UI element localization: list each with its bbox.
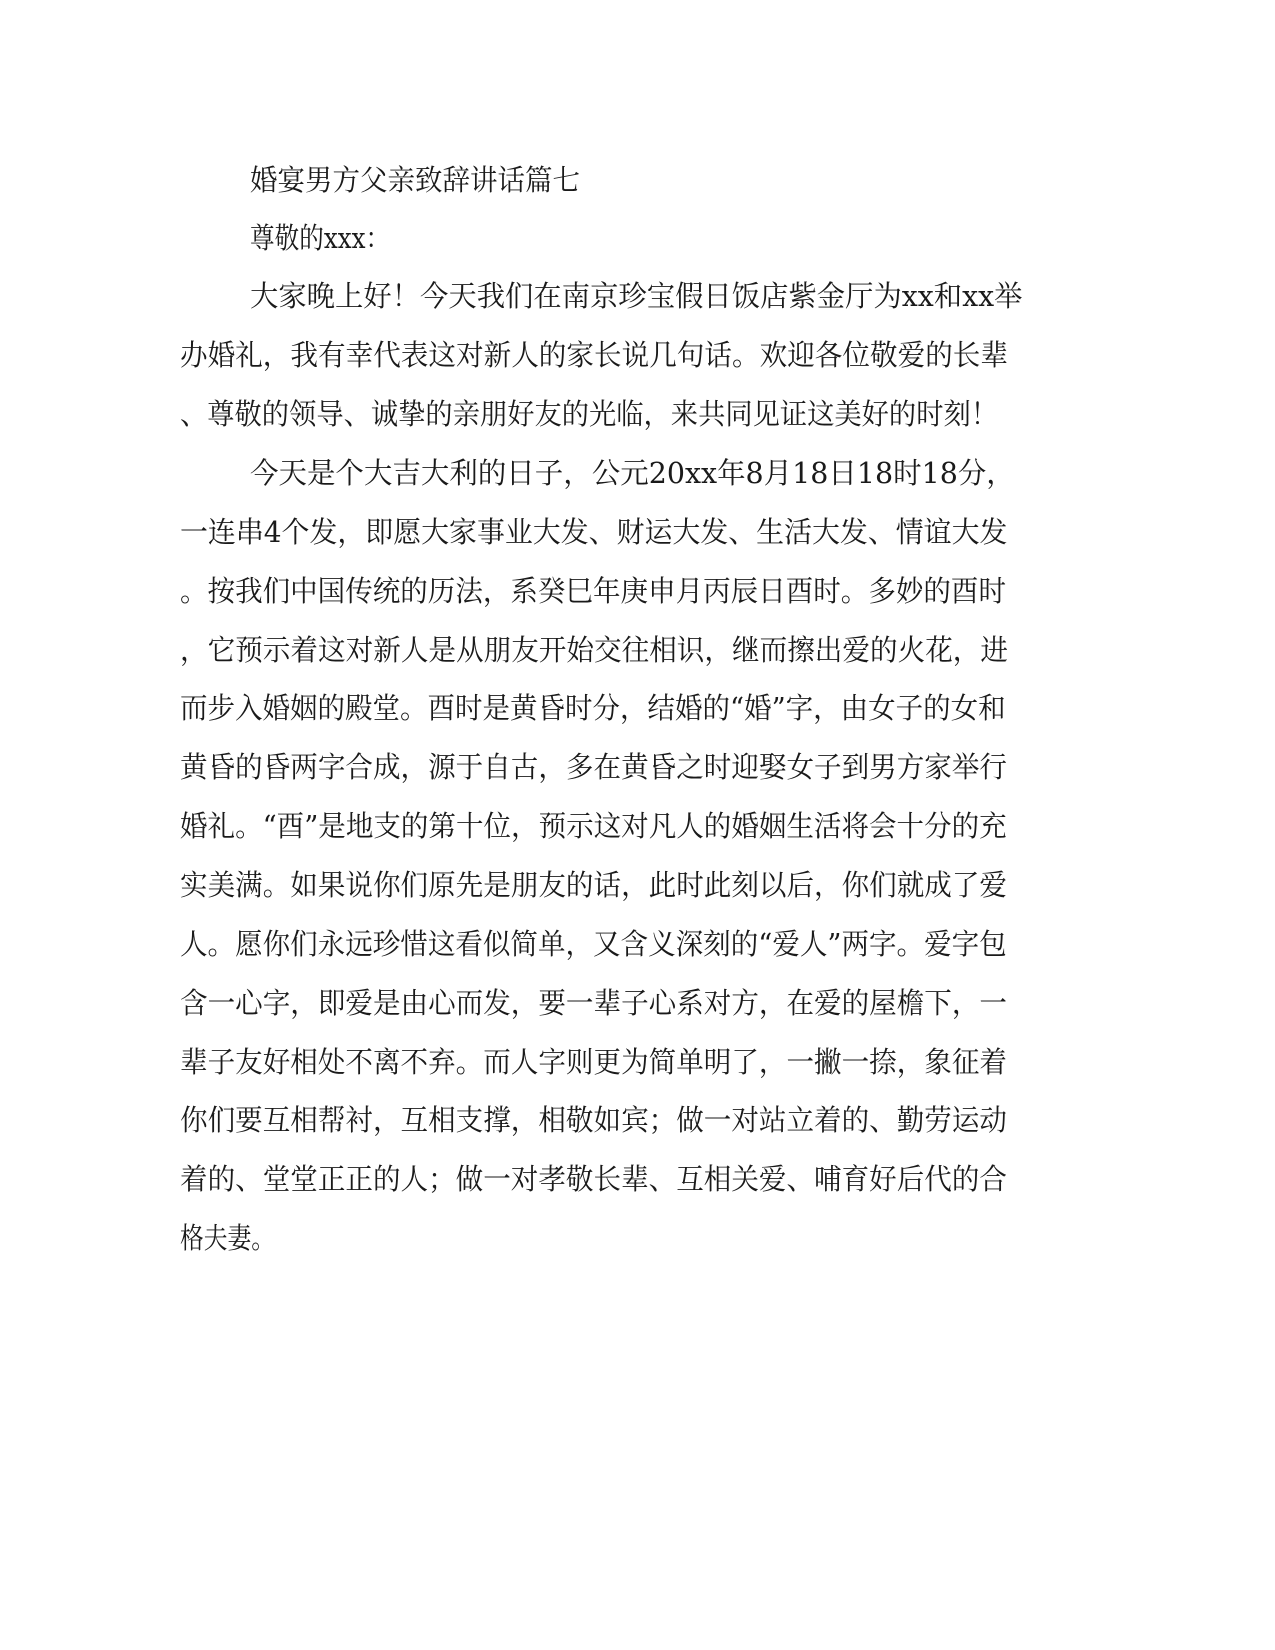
document-title: 婚宴男方父亲致辞讲话篇七 xyxy=(250,163,581,197)
paragraph-line: 大家晚上好！今天我们在南京珍宝假日饭店紫金厅为xx和xx举 xyxy=(250,279,1023,313)
paragraph-line: 。按我们中国传统的历法，系癸巳年庚申月丙辰日酉时。多妙的酉时 xyxy=(180,574,1007,608)
salutation: 尊敬的xxx： xyxy=(250,221,391,255)
paragraph-line: 辈子友好相处不离不弃。而人字则更为简单明了，一撇一捺，象征着 xyxy=(180,1045,1008,1079)
paragraph-line: 人。愿你们永远珍惜这看似简单，又含义深刻的“爱人”两字。爱字包 xyxy=(180,927,1007,961)
paragraph-line: 办婚礼，我有幸代表这对新人的家长说几句话。欢迎各位敬爱的长辈 xyxy=(180,338,1009,372)
paragraph-line: 含一心字，即爱是由心而发，要一辈子心系对方，在爱的屋檐下，一 xyxy=(180,986,1008,1020)
paragraph-line: 你们要互相帮衬，互相支撑，相敬如宾；做一对站立着的、勤劳运动 xyxy=(180,1103,1008,1137)
paragraph-line: 一连串4个发，即愿大家事业大发、财运大发、生活大发、情谊大发 xyxy=(180,515,1008,549)
paragraph-line: 格夫妻。 xyxy=(180,1221,276,1255)
paragraph-line: 婚礼。“酉”是地支的第十位，预示这对凡人的婚姻生活将会十分的充 xyxy=(180,809,1007,843)
paragraph-line: 而步入婚姻的殿堂。酉时是黄昏时分，结婚的“婚”字，由女子的女和 xyxy=(180,691,1006,725)
paragraph-line: ，它预示着这对新人是从朋友开始交往相识，继而擦出爱的火花，进 xyxy=(180,633,1009,667)
paragraph-line: 今天是个大吉大利的日子，公元20xx年8月18日18时18分， xyxy=(250,456,1015,490)
paragraph-line: 、尊敬的领导、诚挚的亲朋好友的光临，来共同见证这美好的时刻！ xyxy=(180,397,999,431)
paragraph-line: 黄昏的昏两字合成，源于自古，多在黄昏之时迎娶女子到男方家举行 xyxy=(180,750,1008,784)
paragraph-line: 实美满。如果说你们原先是朋友的话，此时此刻以后，你们就成了爱 xyxy=(180,868,1008,902)
paragraph-line: 着的、堂堂正正的人；做一对孝敬长辈、互相关爱、哺育好后代的合 xyxy=(180,1162,1008,1196)
